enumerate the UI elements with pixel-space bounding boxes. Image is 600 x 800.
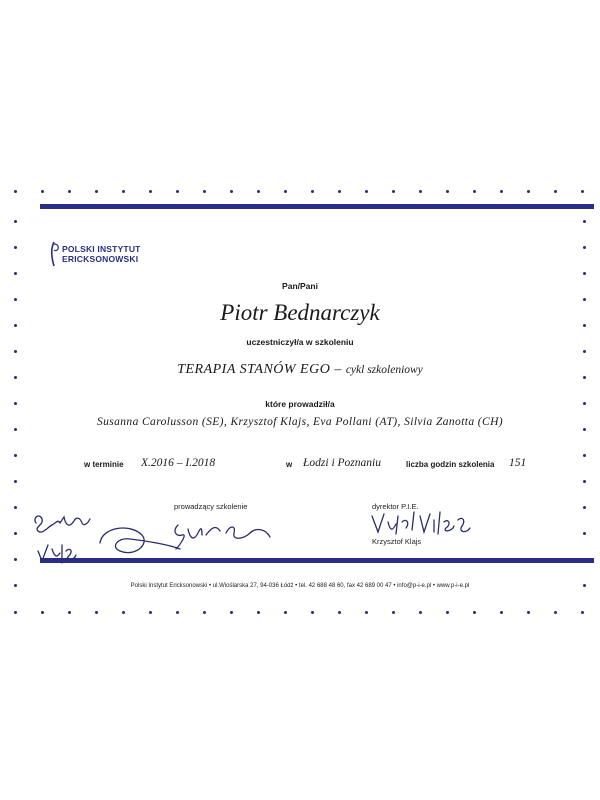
decorative-dot [581,611,584,614]
director-signature-image [368,506,478,540]
decorative-dot [176,611,179,614]
decorative-dot [284,611,287,614]
trainer-signature-label: prowadzący szkolenie [174,502,248,511]
decorative-dot [554,611,557,614]
course-title: TERAPIA STANÓW EGO – [177,362,342,377]
decorative-dot [527,611,530,614]
recipient-name: Piotr Bednarczyk [220,300,380,325]
participated-text: uczestniczył/a w szkoleniu [246,337,354,347]
decorative-dot [257,611,260,614]
decorative-dot [68,611,71,614]
course-subtitle: cykl szkoleniowy [345,364,423,376]
place-value: Łodzi i Poznaniu [303,457,381,469]
decorative-dot [392,611,395,614]
decorative-dot [500,611,503,614]
logo-text [62,244,141,264]
place-label: w [286,460,293,469]
decorative-dot [419,611,422,614]
term-value: X.2016 – I.2018 [141,457,216,469]
decorative-dot [473,611,476,614]
logo-line-2: ERICKSONOWSKI [62,254,139,264]
decorative-dot [446,611,449,614]
footer-contact: Polski Instytut Ericksonowski • ul.Wioślarska 27, 94-036 Łódź • tel. 42 688 48 60, fax 42 689 00 47 • info@p-i-e.pl • www.p-i-e.pl [130,583,470,589]
decorative-dot [311,611,314,614]
decorative-dot [41,611,44,614]
decorative-dot [338,611,341,614]
trainers: Susanna Carolusson (SE), Krzysztof Klajs, Eva Pollani (AT), Silvia Zanotta (CH) [96,416,504,428]
director-label: dyrektor P.I.E. [372,502,419,511]
salutation: Pan/Pani [282,281,318,291]
decorative-dot [95,611,98,614]
hours-value: 151 [509,457,527,469]
top-border-bar [40,204,594,209]
conducted-by-label: które prowadził/a [265,399,335,409]
trainers-signatures-image [30,505,300,570]
decorative-dot [365,611,368,614]
decorative-dot [230,611,233,614]
director-name: Krzysztof Klajs [372,537,422,546]
decorative-dot [14,611,17,614]
decorative-dot [122,611,125,614]
decorative-dot [149,611,152,614]
hours-label: liczba godzin szkolenia [406,460,495,469]
logo-line-1: POLSKI INSTYTUT [62,244,141,254]
decorative-dot [203,611,206,614]
term-label: w terminie [84,460,124,469]
course-title-line [0,362,600,378]
